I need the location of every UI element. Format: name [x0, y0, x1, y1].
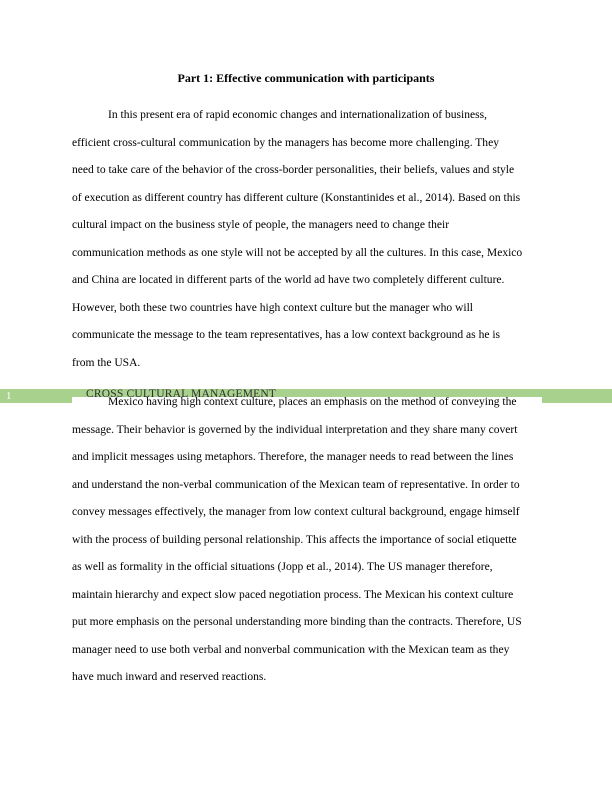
text-line: maintain hierarchy and expect slow paced negotiation process. The Mexican his context culture [72, 588, 514, 601]
text-line: and implicit messages using metaphors. Therefore, the manager needs to read between the lines [72, 451, 514, 463]
text-line: message. Their behavior is governed by the individual interpretation and they share many covert [72, 423, 518, 436]
text-line: communication methods as one style will not be accepted by all the cultures. In this case, Mexico [72, 246, 523, 259]
text-line: manager need to use both verbal and nonverbal communication with the Mexican team as they [72, 643, 510, 656]
section-heading: Part 1: Effective communication with participants [177, 71, 435, 85]
text-line: have much inward and reserved reactions. [72, 671, 267, 683]
text-line: Mexico having high context culture, places an emphasis on the method of conveying the [108, 396, 517, 408]
text-line: In this present era of rapid economic changes and internationalization of business, [108, 109, 488, 121]
text-line: need to take care of the behavior of the cross-border personalities, their beliefs, values and style [72, 164, 515, 176]
text-line: cultural impact on the business style of people, the managers need to change their [72, 219, 450, 231]
text-line: from the USA. [72, 356, 141, 369]
text-line: However, both these two countries have high context culture but the manager who will [72, 301, 474, 314]
text-line: with the process of building personal relationship. This affects the importance of social etiquette [72, 533, 517, 546]
page-number: 1 [6, 390, 12, 402]
text-line: and understand the non-verbal communication of the Mexican team of representative. In order to [72, 478, 520, 491]
text-line: of execution as different country has different culture (Konstantinides et al., 2014). Based on this [72, 191, 521, 204]
text-line: and China are located in different parts of the world ad have two completely different culture. [72, 274, 505, 286]
text-line: as well as formality in the official situations (Jopp et al., 2014). The US manager therefore, [72, 561, 493, 573]
text-line: efficient cross-cultural communication by the managers has become more challenging. They [72, 136, 499, 149]
text-line: convey messages effectively, the manager from low context cultural background, engage himself [72, 506, 520, 518]
paragraph-2 [72, 389, 546, 692]
text-line: put more emphasis on the personal understanding more binding than the contracts. Therefore, US [72, 616, 522, 628]
paragraph-1 [72, 102, 546, 377]
text-line: communicate the message to the team representatives, has a low context background as he is [72, 329, 501, 341]
running-head: CROSS CULTURAL MANAGEMENT [86, 388, 277, 397]
